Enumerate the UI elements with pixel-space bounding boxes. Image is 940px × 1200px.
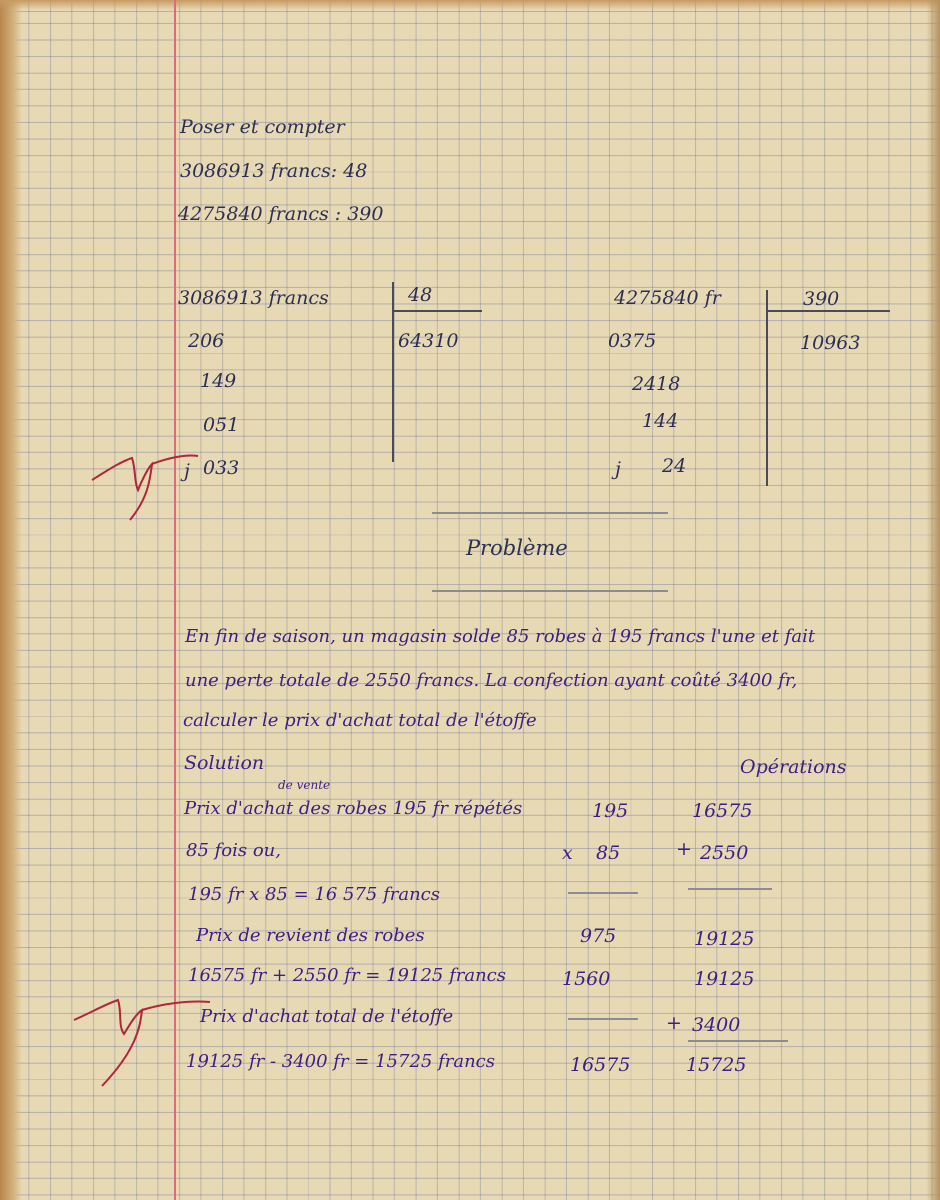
solution-line: 19125 fr - 3400 fr = 15725 francs [186,1051,495,1072]
sub-operand-a: 19125 [694,968,755,990]
division-2-horizontal-bar [766,310,890,312]
mult-result: 16575 [570,1054,631,1076]
page-top-edge [0,0,940,10]
division-2-step: 2418 [632,373,681,395]
division-2-divisor: 390 [803,288,840,310]
add-operand-a: 16575 [692,800,753,822]
solution-line: 85 fois ou, [186,840,281,861]
division-2-remainder-label: j [615,458,621,480]
add-operator: + [676,838,692,860]
division-1-remainder-label: j [184,460,190,482]
exercise-line-2: 4275840 francs : 390 [178,203,384,225]
sub-operator: + [666,1012,682,1034]
division-2-step: 144 [642,410,679,432]
division-2-quotient: 10963 [800,332,861,354]
teacher-mark-2-icon [72,990,212,1090]
section-separator [432,512,668,514]
mult-result-rule [568,1018,638,1020]
division-1-quotient: 64310 [398,330,459,352]
page-right-edge [926,0,940,1200]
sub-operand-b: 3400 [692,1014,741,1036]
division-1-step: 149 [200,370,237,392]
operations-heading: Opérations [740,756,847,778]
problem-title-underline [432,590,668,592]
division-2-step: 0375 [608,330,657,352]
division-1-horizontal-bar [392,310,482,312]
division-2-vertical-bar [766,290,768,486]
mult-partial-1: 975 [580,925,617,947]
division-1-step: 206 [188,330,225,352]
division-1-dividend: 3086913 francs [178,287,329,309]
division-1-remainder: 033 [203,457,240,479]
correction-note: de vente [278,778,331,792]
problem-statement-line: calculer le prix d'achat total de l'étoffe [183,710,537,731]
division-1-divisor: 48 [408,284,433,306]
add-result: 19125 [694,928,755,950]
division-1-step: 051 [203,414,240,436]
solution-heading: Solution [184,752,265,774]
solution-line: 195 fr x 85 = 16 575 francs [188,884,440,905]
exercise-line-1: 3086913 francs: 48 [180,160,368,182]
teacher-mark-1-icon [90,440,200,530]
mult-operand-b: 85 [596,842,621,864]
division-2-dividend: 4275840 fr [614,287,721,309]
problem-statement-line: En fin de saison, un magasin solde 85 robes à 195 francs l'une et fait [185,626,816,647]
sub-rule [688,1040,788,1042]
division-1-vertical-bar [392,282,394,462]
mult-operand-a: 195 [592,800,629,822]
solution-line: Prix d'achat des robes 195 fr répétés [184,798,523,819]
mult-rule [568,892,638,894]
solution-line: Prix d'achat total de l'étoffe [200,1006,454,1027]
add-rule [688,888,772,890]
problem-statement-line: une perte totale de 2550 francs. La confection ayant coûté 3400 fr, [185,670,798,691]
mult-operator: x [562,842,573,864]
solution-line: 16575 fr + 2550 fr = 19125 francs [188,965,506,986]
division-2-remainder: 24 [662,455,687,477]
page-left-edge [0,0,22,1200]
problem-title: Problème [466,536,568,560]
sub-result: 15725 [686,1054,747,1076]
exercise-instruction: Poser et compter [180,116,345,138]
add-operand-b: 2550 [700,842,749,864]
solution-line: Prix de revient des robes [196,925,425,946]
mult-partial-2: 1560 [562,968,611,990]
